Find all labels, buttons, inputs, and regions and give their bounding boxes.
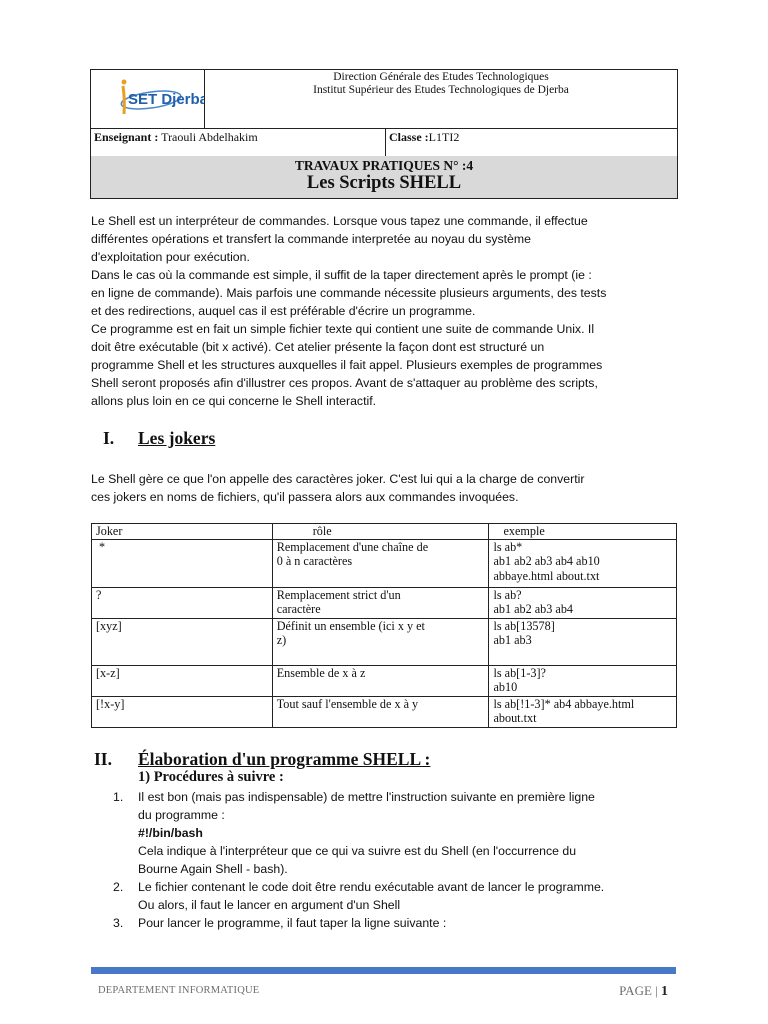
table-row — [92, 665, 677, 696]
table-cell-joker: [xyz] — [92, 618, 273, 665]
table-cell-example — [489, 587, 677, 618]
list-marker: 1. — [113, 790, 124, 804]
table-cell-role — [272, 665, 489, 696]
table-cell-joker: [x-z] — [92, 665, 273, 696]
table-cell-role — [272, 696, 489, 727]
intro-line: allons plus loin en ce qui concerne le Shell interactif. — [91, 394, 377, 408]
class-field — [389, 130, 459, 145]
table-row — [92, 539, 677, 587]
section-2-title: Élaboration d'un programme SHELL : — [138, 749, 431, 769]
jokers-paragraph — [91, 470, 676, 506]
header-row-teacher — [91, 128, 677, 157]
table-cell-joker: * — [92, 539, 273, 587]
example-line: ab1 ab2 ab3 ab4 ab10 — [493, 554, 600, 568]
example-line: ls ab* — [493, 539, 523, 554]
header-row-title — [91, 156, 677, 198]
intro-line: Ce programme est en fait un simple fichier texte qui contient une suite de commande Unix. Il — [91, 322, 595, 336]
page-label: PAGE | — [619, 983, 658, 998]
logo-text: SET Djerba — [128, 91, 204, 108]
role-line: z) — [276, 633, 287, 647]
section-1-number: I. — [103, 428, 115, 448]
example-line: abbaye.html about.txt — [493, 568, 600, 583]
role-line: Définit un ensemble (ici x y et — [276, 618, 425, 633]
teacher-name: Traouli Abdelhakim — [161, 130, 258, 144]
table-cell-role — [272, 587, 489, 618]
intro-line: Le Shell est un interpréteur de commandes. Lorsque vous tapez une commande, il effectue — [91, 214, 588, 228]
table-cell-example — [489, 618, 677, 665]
list-line: Il est bon (mais pas indispensable) de mettre l'instruction suivante en première ligne — [138, 790, 595, 804]
example-line: ab1 ab2 ab3 ab4 — [493, 602, 574, 616]
jokers-line: ces jokers en noms de fichiers, qu'il passera alors aux commandes invoquées. — [91, 490, 519, 504]
jokers-line: Le Shell gère ce que l'on appelle des caractères joker. C'est lui qui a la charge de convertir — [91, 472, 585, 486]
table-cell-example — [489, 696, 677, 727]
tp-number: TRAVAUX PRATIQUES N° :4 — [294, 158, 474, 173]
table-row — [92, 618, 677, 665]
intro-line: différentes opérations et transfert la commande interpretée au noyau du système — [91, 232, 531, 246]
list-item — [91, 878, 676, 914]
role-line: Remplacement d'une chaîne de — [276, 539, 429, 554]
intro-line: Dans le cas où la commande est simple, il suffit de la taper directement après le prompt (ie : — [91, 268, 592, 282]
footer-page — [619, 983, 668, 1000]
institution-block — [205, 70, 677, 97]
table-header-cell: Joker — [92, 524, 273, 540]
section-1-heading — [103, 428, 215, 449]
page-number: 1 — [661, 984, 668, 999]
list-line: Ou alors, il faut le lancer en argument d'un Shell — [138, 898, 401, 912]
intro-line: et des redirections, auquel cas il est préférable d'écrire un programme. — [91, 304, 476, 318]
section-2-heading — [94, 749, 430, 770]
iset-logo-icon — [91, 70, 204, 128]
role-line: Ensemble de x à z — [276, 665, 366, 680]
list-marker: 2. — [113, 880, 124, 894]
cell-divider — [385, 128, 386, 156]
example-line: ls ab[!1-3]* ab4 abbaye.html — [493, 696, 635, 711]
intro-paragraph — [91, 212, 676, 410]
section-2-number: II. — [94, 749, 112, 769]
table-cell-example — [489, 539, 677, 587]
list-line: Cela indique à l'interpréteur que ce qui va suivre est du Shell (en l'occurrence du — [138, 844, 577, 858]
table-header-cell: exemple — [489, 524, 677, 540]
list-marker: 3. — [113, 916, 124, 930]
list-line: du programme : — [138, 808, 225, 822]
teacher-field — [94, 130, 258, 145]
table-cell-example — [489, 665, 677, 696]
intro-line: programme Shell et les structures auxquelles il fait appel. Plusieurs exemples de programmes — [91, 358, 603, 372]
list-item — [91, 788, 676, 878]
tp-title: Les Scripts SHELL — [306, 173, 462, 193]
table-row — [92, 587, 677, 618]
class-value: L1TI2 — [428, 130, 460, 144]
procedure-list — [91, 788, 676, 932]
footer-accent-bar — [91, 967, 676, 974]
header-row-institution — [91, 70, 677, 129]
list-line: Bourne Again Shell - bash). — [138, 862, 288, 876]
logo-cell — [91, 70, 205, 128]
example-line: ls ab? — [493, 587, 522, 602]
section-1-title: Les jokers — [138, 428, 216, 448]
list-item — [91, 914, 676, 932]
list-line: Le fichier contenant le code doit être rendu exécutable avant de lancer le programme. — [138, 880, 605, 894]
jokers-table — [91, 523, 677, 728]
class-label: Classe : — [389, 130, 429, 144]
example-line: about.txt — [493, 711, 537, 725]
shebang-command: #!/bin/bash — [138, 826, 203, 840]
role-line: 0 à n caractères — [276, 554, 353, 568]
table-cell-role — [272, 539, 489, 587]
table-cell-role — [272, 618, 489, 665]
intro-line: d'exploitation pour exécution. — [91, 250, 250, 264]
example-line: ls ab[1-3]? — [493, 665, 546, 680]
header-table — [90, 69, 678, 199]
intro-line: doit être exécutable (bit x activé). Cet atelier présente la façon dont est structuré un — [91, 340, 545, 354]
subsection-heading: 1) Procédures à suivre : — [138, 769, 284, 785]
intro-line: en ligne de commande). Mais parfois une commande nécessite plusieurs arguments, des tests — [91, 286, 607, 300]
table-cell-joker: ? — [92, 587, 273, 618]
institution-line-1: Direction Générale des Etudes Technologiques — [333, 71, 549, 83]
intro-line: Shell seront proposés afin d'illustrer ces propos. Avant de s'attaquer au problème des scripts, — [91, 376, 598, 390]
example-line: ls ab[13578] — [493, 618, 555, 633]
teacher-label: Enseignant : — [94, 130, 159, 144]
institution-line-2: Institut Supérieur des Etudes Technologiques de Djerba — [313, 84, 569, 96]
example-line: ab10 — [493, 680, 518, 694]
footer-department: DEPARTEMENT INFORMATIQUE — [98, 985, 260, 996]
table-row — [92, 696, 677, 727]
table-header-row — [92, 524, 677, 540]
role-line: Tout sauf l'ensemble de x à y — [276, 696, 419, 711]
role-line: Remplacement strict d'un — [276, 587, 401, 602]
list-line: Pour lancer le programme, il faut taper la ligne suivante : — [138, 916, 447, 930]
example-line: ab1 ab3 — [493, 633, 532, 647]
role-line: caractère — [276, 602, 321, 616]
table-header-cell: rôle — [272, 524, 489, 540]
table-cell-joker: [!x-y] — [92, 696, 273, 727]
